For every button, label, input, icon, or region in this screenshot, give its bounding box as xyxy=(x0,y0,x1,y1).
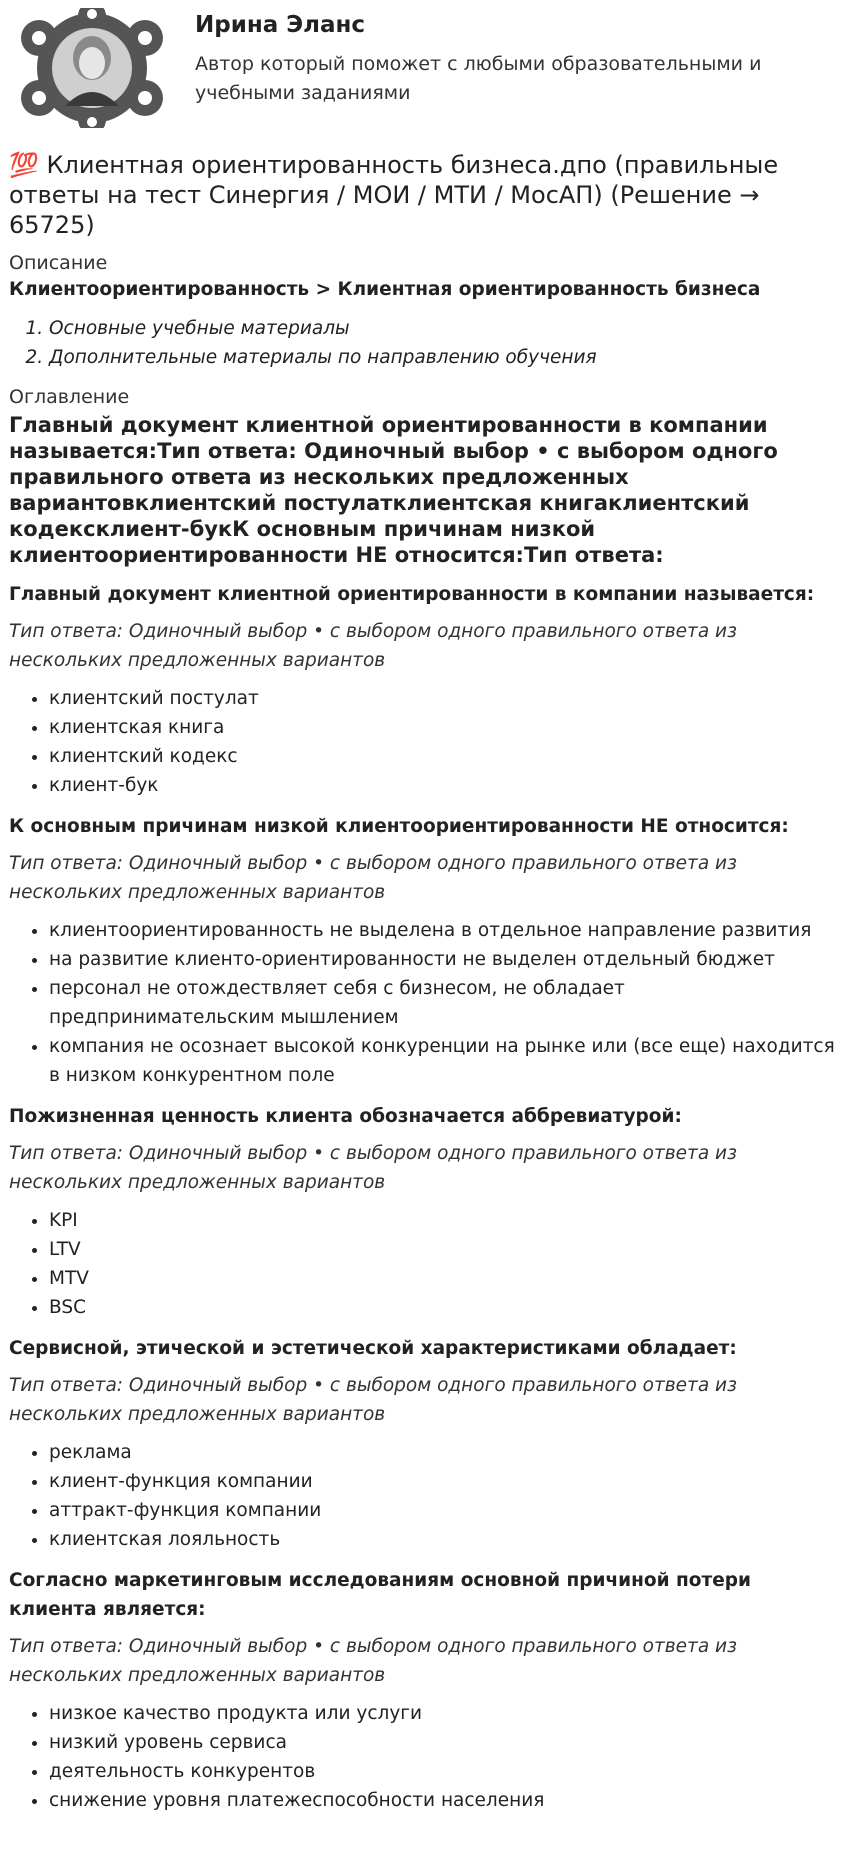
answer-option: • персонал не отождествляет себя с бизнесом, не обладает предпринимательским мышлением xyxy=(49,974,838,1032)
question-block xyxy=(9,1334,838,1554)
answer-option: • клиент-функция компании xyxy=(49,1467,838,1496)
author-avatar[interactable] xyxy=(17,8,167,128)
answer-option: • компания не осознает высокой конкуренции на рынке или (все еще) находится в низком конкурентном поле xyxy=(49,1032,838,1090)
answer-option: • низкий уровень сервиса xyxy=(49,1728,838,1757)
answer-options xyxy=(9,1699,838,1815)
materials-item: 2. Дополнительные материалы по направлению обучения xyxy=(49,343,838,372)
question-block xyxy=(9,1566,838,1815)
question-title: Главный документ клиентной ориентированности в компании называется: xyxy=(9,584,815,605)
question-title: Согласно маркетинговым исследованиям основной причиной потери клиента является: xyxy=(9,1570,751,1620)
answer-option: • аттракт-функция компании xyxy=(49,1496,838,1525)
answer-option: • клиентская книга xyxy=(49,713,838,742)
question-title: Сервисной, этической и эстетической характеристиками обладает: xyxy=(9,1338,737,1359)
question-block xyxy=(9,580,838,800)
answer-option: • LTV xyxy=(49,1235,838,1264)
answer-options xyxy=(9,684,838,800)
answer-options xyxy=(9,916,838,1090)
answer-option: • на развитие клиенто-ориентированности не выделен отдельный бюджет xyxy=(49,945,838,974)
question-block xyxy=(9,812,838,1090)
question-type: Тип ответа: Одиночный выбор • с выбором одного правильного ответа из нескольких предложенных вариантов xyxy=(9,1375,737,1425)
answer-options xyxy=(9,1438,838,1554)
toc-heading: Главный документ клиентной ориентированности в компании называется:Тип ответа: Одиночный выбор • с выбором одного правильного ответа из нескольких предложенных вариантовклиентский постулатклиентская книгаклиентский кодексклиент-букК основным причинам низкой клиентоориентированности НЕ относится:Тип ответа: xyxy=(9,413,778,567)
question-title: К основным причинам низкой клиентоориентированности НЕ относится: xyxy=(9,816,789,837)
answer-option: • BSC xyxy=(49,1293,838,1322)
answer-option: • реклама xyxy=(49,1438,838,1467)
page-title: 💯 Клиентная ориентированность бизнеса.дпо (правильные ответы на тест Синергия / МОИ / МТИ / МосАП) (Решение → 65725) xyxy=(9,151,779,239)
question-block xyxy=(9,1102,838,1322)
materials-item: 1. Основные учебные материалы xyxy=(49,314,838,343)
question-type: Тип ответа: Одиночный выбор • с выбором одного правильного ответа из нескольких предложенных вариантов xyxy=(9,1143,737,1193)
question-type: Тип ответа: Одиночный выбор • с выбором одного правильного ответа из нескольких предложенных вариантов xyxy=(9,621,737,671)
breadcrumb: Клиентоориентированность > Клиентная ориентированность бизнеса xyxy=(9,279,761,300)
toc-label: Оглавление xyxy=(9,386,130,408)
answer-option: • MTV xyxy=(49,1264,838,1293)
answer-option: • снижение уровня платежеспособности населения xyxy=(49,1786,838,1815)
answer-option: • клиент-бук xyxy=(49,771,838,800)
description-label: Описание xyxy=(9,252,108,274)
author-block xyxy=(9,0,838,140)
author-name[interactable]: Ирина Эланс xyxy=(195,12,366,38)
answer-option: • клиентский постулат xyxy=(49,684,838,713)
answer-option: • клиентоориентированность не выделена в отдельное направление развития xyxy=(49,916,838,945)
question-type: Тип ответа: Одиночный выбор • с выбором одного правильного ответа из нескольких предложенных вариантов xyxy=(9,853,737,903)
answer-option: • низкое качество продукта или услуги xyxy=(49,1699,838,1728)
materials-list xyxy=(9,314,838,372)
answer-option: • клиентский кодекс xyxy=(49,742,838,771)
author-description: Автор который поможет с любыми образовательными и учебными заданиями xyxy=(195,53,762,104)
question-title: Пожизненная ценность клиента обозначается аббревиатурой: xyxy=(9,1106,682,1127)
question-type: Тип ответа: Одиночный выбор • с выбором одного правильного ответа из нескольких предложенных вариантов xyxy=(9,1636,737,1686)
answer-option: • деятельность конкурентов xyxy=(49,1757,838,1786)
answer-option: • клиентская лояльность xyxy=(49,1525,838,1554)
answer-option: • KPI xyxy=(49,1206,838,1235)
answer-options xyxy=(9,1206,838,1322)
